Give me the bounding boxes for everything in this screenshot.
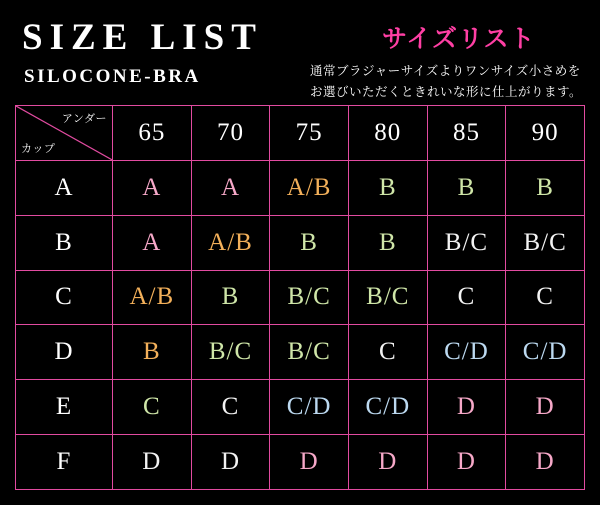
under-label: アンダー: [61, 112, 107, 125]
size-table-container: [15, 105, 585, 490]
cup-label: カップ: [21, 141, 56, 155]
size-cell-F-75: D: [270, 435, 349, 490]
size-cell-B-75: B: [270, 215, 349, 270]
size-cell-F-80: D: [348, 435, 427, 490]
size-cell-D-85: C/D: [427, 325, 506, 380]
size-cell-F-85: D: [427, 435, 506, 490]
size-cell-A-65: A: [113, 160, 192, 215]
size-cell-B-80: B: [348, 215, 427, 270]
page-title: SIZE LIST: [22, 17, 263, 58]
note-line-1: 通常ブラジャーサイズよりワンサイズ小さめを: [310, 63, 581, 78]
size-cell-C-70: B: [191, 270, 270, 325]
size-cell-C-80: B/C: [348, 270, 427, 325]
header: [0, 0, 600, 105]
size-cell-E-75: C/D: [270, 380, 349, 435]
row-header-D: D: [16, 325, 113, 380]
size-cell-D-70: B/C: [191, 325, 270, 380]
page-subtitle: SILOCONE-BRA: [24, 66, 201, 87]
row-header-A: A: [16, 160, 113, 215]
column-header-70: 70: [191, 106, 270, 161]
size-cell-E-85: D: [427, 380, 506, 435]
size-cell-D-65: B: [113, 325, 192, 380]
row-header-C: C: [16, 270, 113, 325]
size-cell-E-90: D: [506, 380, 585, 435]
table-row: [16, 325, 585, 380]
column-header-65: 65: [113, 106, 192, 161]
row-header-F: F: [16, 435, 113, 490]
table-row: [16, 380, 585, 435]
size-cell-E-80: C/D: [348, 380, 427, 435]
size-cell-D-75: B/C: [270, 325, 349, 380]
table-row: [16, 435, 585, 490]
page-title-japanese: サイズリスト: [382, 24, 536, 53]
size-cell-B-65: A: [113, 215, 192, 270]
size-cell-C-65: A/B: [113, 270, 192, 325]
size-cell-B-85: B/C: [427, 215, 506, 270]
size-cell-C-75: B/C: [270, 270, 349, 325]
size-cell-F-90: D: [506, 435, 585, 490]
column-header-85: 85: [427, 106, 506, 161]
row-header-B: B: [16, 215, 113, 270]
column-header-90: 90: [506, 106, 585, 161]
size-cell-A-75: A/B: [270, 160, 349, 215]
size-cell-F-65: D: [113, 435, 192, 490]
size-cell-D-80: C: [348, 325, 427, 380]
size-table: [15, 105, 585, 490]
row-header-E: E: [16, 380, 113, 435]
size-cell-B-90: B/C: [506, 215, 585, 270]
note-line-2: お選びいただくときれいな形に仕上がります。: [310, 84, 583, 99]
size-cell-B-70: A/B: [191, 215, 270, 270]
size-cell-A-80: B: [348, 160, 427, 215]
size-cell-C-90: C: [506, 270, 585, 325]
size-cell-A-85: B: [427, 160, 506, 215]
column-header-80: 80: [348, 106, 427, 161]
table-header-row: [16, 106, 585, 161]
size-cell-D-90: C/D: [506, 325, 585, 380]
table-corner-cell: [16, 106, 113, 161]
size-cell-E-70: C: [191, 380, 270, 435]
table-row: [16, 215, 585, 270]
note-text: [310, 60, 595, 102]
size-cell-A-70: A: [191, 160, 270, 215]
size-cell-C-85: C: [427, 270, 506, 325]
size-cell-E-65: C: [113, 380, 192, 435]
table-row: [16, 160, 585, 215]
column-header-75: 75: [270, 106, 349, 161]
size-cell-A-90: B: [506, 160, 585, 215]
table-row: [16, 270, 585, 325]
size-cell-F-70: D: [191, 435, 270, 490]
